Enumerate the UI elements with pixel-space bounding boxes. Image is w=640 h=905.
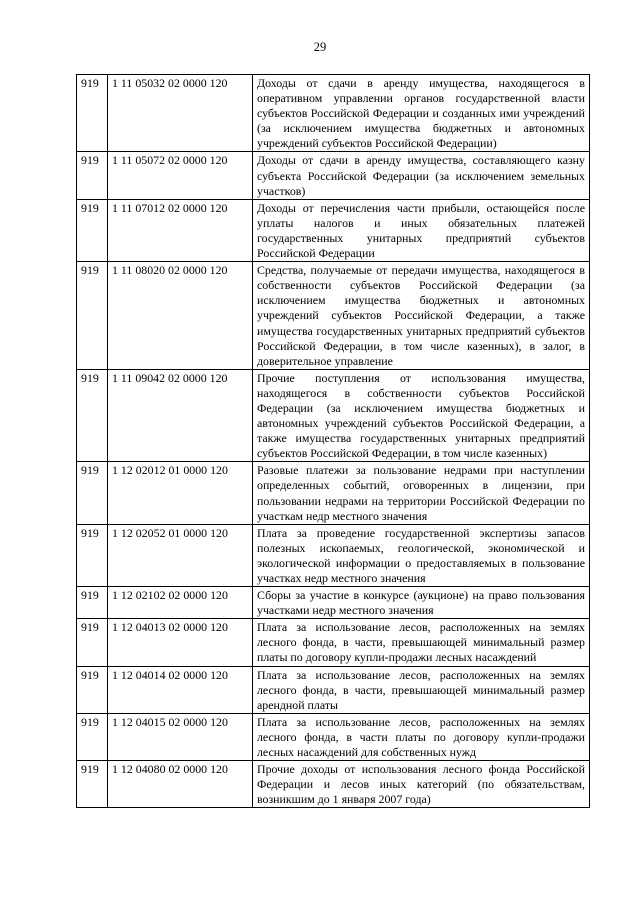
revenue-name-cell: Плата за использование лесов, расположенных на землях лесного фонда, в части платы по договору купли-продажи лесных насаждений для собственных нужд bbox=[253, 713, 590, 760]
revenue-codes-table bbox=[76, 74, 590, 808]
table-row bbox=[77, 761, 590, 808]
revenue-name-cell: Плата за проведение государственной экспертизы запасов полезных ископаемых, геологической, экономической и экологической информации о предоставляемых в пользование участках недр местного значения bbox=[253, 524, 590, 586]
admin-code-cell: 919 bbox=[77, 761, 108, 808]
revenue-name-cell: Прочие поступления от использования имущества, находящегося в собственности субъектов Российской Федерации (за исключением имущества бюджетных и автономных учреждений субъектов Российской Федерации, а также имущества государственных унитарных предприятий субъектов Российской Федерации, в том числе казенных) bbox=[253, 369, 590, 462]
table-row bbox=[77, 199, 590, 261]
table-body bbox=[77, 75, 590, 808]
admin-code-cell: 919 bbox=[77, 262, 108, 370]
admin-code-cell: 919 bbox=[77, 369, 108, 462]
revenue-name-cell: Сборы за участие в конкурсе (аукционе) на право пользования участками недр местного значения bbox=[253, 587, 590, 619]
revenue-code-cell: 1 11 05072 02 0000 120 bbox=[108, 152, 253, 199]
table-row bbox=[77, 713, 590, 760]
admin-code-cell: 919 bbox=[77, 462, 108, 524]
admin-code-cell: 919 bbox=[77, 75, 108, 152]
revenue-code-cell: 1 12 02102 02 0000 120 bbox=[108, 587, 253, 619]
revenue-code-cell: 1 12 04015 02 0000 120 bbox=[108, 713, 253, 760]
page-number: 29 bbox=[313, 40, 327, 54]
table-row bbox=[77, 262, 590, 370]
revenue-name-cell: Прочие доходы от использования лесного фонда Российской Федерации и лесов иных категорий (по обязательствам, возникшим до 1 января 2007 года) bbox=[253, 761, 590, 808]
revenue-name-cell: Доходы от сдачи в аренду имущества, находящегося в оперативном управлении органов государственной власти субъектов Российской Федерации и созданных ими учреждений (за исключением имущества бюджетных и автономных учреждений субъектов Российской Федерации) bbox=[253, 75, 590, 152]
revenue-code-cell: 1 12 04013 02 0000 120 bbox=[108, 619, 253, 666]
admin-code-cell: 919 bbox=[77, 666, 108, 713]
table-row bbox=[77, 75, 590, 152]
table-row bbox=[77, 524, 590, 586]
revenue-code-cell: 1 12 04014 02 0000 120 bbox=[108, 666, 253, 713]
revenue-code-cell: 1 11 07012 02 0000 120 bbox=[108, 199, 253, 261]
table-row bbox=[77, 462, 590, 524]
table-row bbox=[77, 666, 590, 713]
revenue-name-cell: Доходы от перечисления части прибыли, остающейся после уплаты налогов и иных обязательных платежей государственных унитарных предприятий субъектов Российской Федерации bbox=[253, 199, 590, 261]
admin-code-cell: 919 bbox=[77, 199, 108, 261]
revenue-code-cell: 1 12 02012 01 0000 120 bbox=[108, 462, 253, 524]
revenue-name-cell: Доходы от сдачи в аренду имущества, составляющего казну субъекта Российской Федерации (за исключением земельных участков) bbox=[253, 152, 590, 199]
revenue-code-cell: 1 12 02052 01 0000 120 bbox=[108, 524, 253, 586]
revenue-name-cell: Плата за использование лесов, расположенных на землях лесного фонда, в части, превышающей минимальный размер арендной платы bbox=[253, 666, 590, 713]
revenue-code-cell: 1 12 04080 02 0000 120 bbox=[108, 761, 253, 808]
revenue-code-cell: 1 11 05032 02 0000 120 bbox=[108, 75, 253, 152]
revenue-code-cell: 1 11 09042 02 0000 120 bbox=[108, 369, 253, 462]
revenue-name-cell: Средства, получаемые от передачи имущества, находящегося в собственности субъектов Российской Федерации (за исключением имущества бюджетных и автономных учреждений субъектов Российской Федерации, а также имущества государственных унитарных предприятий субъектов Российской Федерации, в том числе казенных), в залог, в доверительное управление bbox=[253, 262, 590, 370]
table-row bbox=[77, 587, 590, 619]
table-row bbox=[77, 619, 590, 666]
admin-code-cell: 919 bbox=[77, 587, 108, 619]
admin-code-cell: 919 bbox=[77, 524, 108, 586]
table-row bbox=[77, 369, 590, 462]
revenue-name-cell: Разовые платежи за пользование недрами при наступлении определенных событий, оговоренных в лицензии, при пользовании недрами на территории Российской Федерации по участкам недр местного значения bbox=[253, 462, 590, 524]
revenue-name-cell: Плата за использование лесов, расположенных на землях лесного фонда, в части, превышающей минимальный размер платы по договору купли-продажи лесных насаждений bbox=[253, 619, 590, 666]
admin-code-cell: 919 bbox=[77, 152, 108, 199]
admin-code-cell: 919 bbox=[77, 713, 108, 760]
admin-code-cell: 919 bbox=[77, 619, 108, 666]
table-row bbox=[77, 152, 590, 199]
revenue-code-cell: 1 11 08020 02 0000 120 bbox=[108, 262, 253, 370]
